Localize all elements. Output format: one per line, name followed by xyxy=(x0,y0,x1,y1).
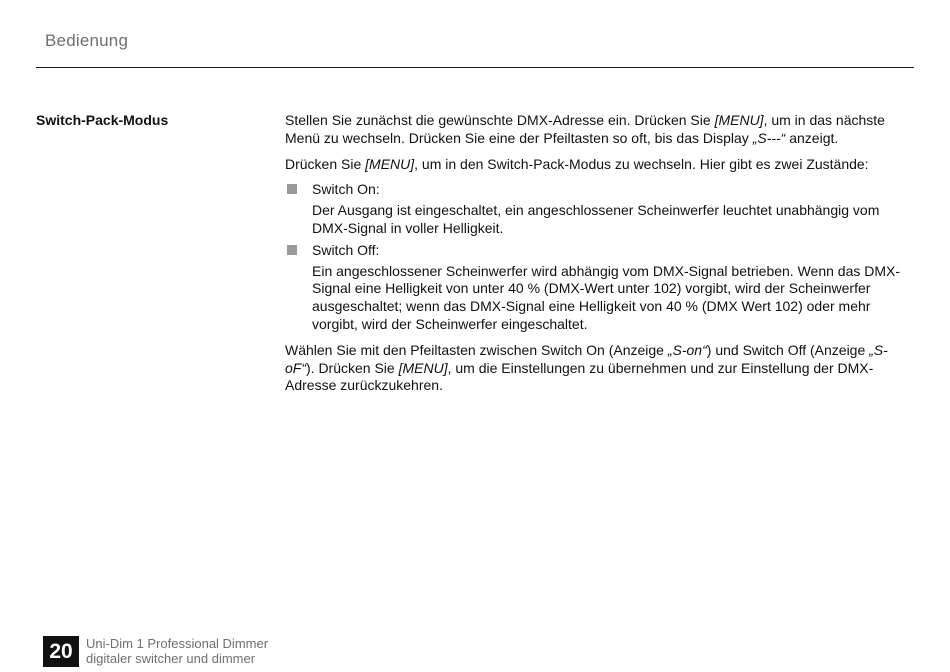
square-bullet-icon xyxy=(287,184,297,194)
section-heading: Switch-Pack-Modus xyxy=(36,112,169,128)
state-list xyxy=(285,181,915,333)
state-label: Switch Off: xyxy=(312,241,380,258)
text-run: Wählen Sie mit den Pfeiltasten zwischen Switch On (Anzeige xyxy=(285,341,668,358)
page-header-title: Bedienung xyxy=(45,31,129,50)
header-divider xyxy=(36,67,914,68)
paragraph-mode xyxy=(285,156,915,174)
text-run: Drücken Sie xyxy=(285,155,366,172)
text-run: Stellen Sie zunächst die gewünschte DMX-Adresse ein. Drücken Sie xyxy=(285,112,715,128)
text-run: , um die Einstellungen zu übernehmen und zur Einstellung der DMX-Adresse zurückzukehren. xyxy=(285,359,874,394)
state-item-switch-off xyxy=(285,242,915,334)
footer-product-info xyxy=(86,637,268,666)
display-value: „S-oF“ xyxy=(285,341,888,376)
menu-key-label: [MENU] xyxy=(714,112,764,128)
state-item-switch-on xyxy=(285,181,915,237)
text-run: ) und Switch Off (Anzeige xyxy=(706,341,870,358)
state-description: Der Ausgang ist eingeschaltet, ein angeschlossener Scheinwerfer leuchtet unabhängig vom DMX-Signal in voller Helligkeit. xyxy=(312,202,880,236)
display-value: „S-on“ xyxy=(667,341,707,358)
state-label: Switch On: xyxy=(312,181,380,198)
paragraph-intro xyxy=(285,112,915,148)
state-description: Ein angeschlossener Scheinwerfer wird abhängig vom DMX-Signal betrieben. Wenn das DMX-Signal eine Helligkeit von unter 40 % (DMX-Wert unter 102) vorgibt, wird der Scheinwerfer ausgeschaltet; wenn das DMX-Signal eine Helligkeit von 40 % (DMX Wert 102) oder mehr vorgibt, wird der Scheinwerfer eingeschaltet. xyxy=(312,262,901,332)
text-run: , um in den Switch-Pack-Modus zu wechseln. Hier gibt es zwei Zustände: xyxy=(414,155,869,172)
text-run: anzeigt. xyxy=(785,129,839,146)
text-run: ). Drücken Sie xyxy=(306,359,399,376)
text-run: , um in das nächste Menü zu wechseln. Drücken Sie eine der Pfeiltasten so oft, bis das Display xyxy=(285,112,885,146)
square-bullet-icon xyxy=(287,245,297,255)
footer-line-2: digitaler switcher und dimmer xyxy=(86,650,256,666)
page-number-badge: 20 xyxy=(43,636,79,667)
paragraph-select xyxy=(285,342,915,395)
display-value: „S---“ xyxy=(752,129,786,146)
content-body xyxy=(285,112,915,403)
footer-line-1: Uni-Dim 1 Professional Dimmer xyxy=(86,636,269,651)
menu-key-label: [MENU] xyxy=(398,359,448,376)
menu-key-label: [MENU] xyxy=(365,155,415,172)
